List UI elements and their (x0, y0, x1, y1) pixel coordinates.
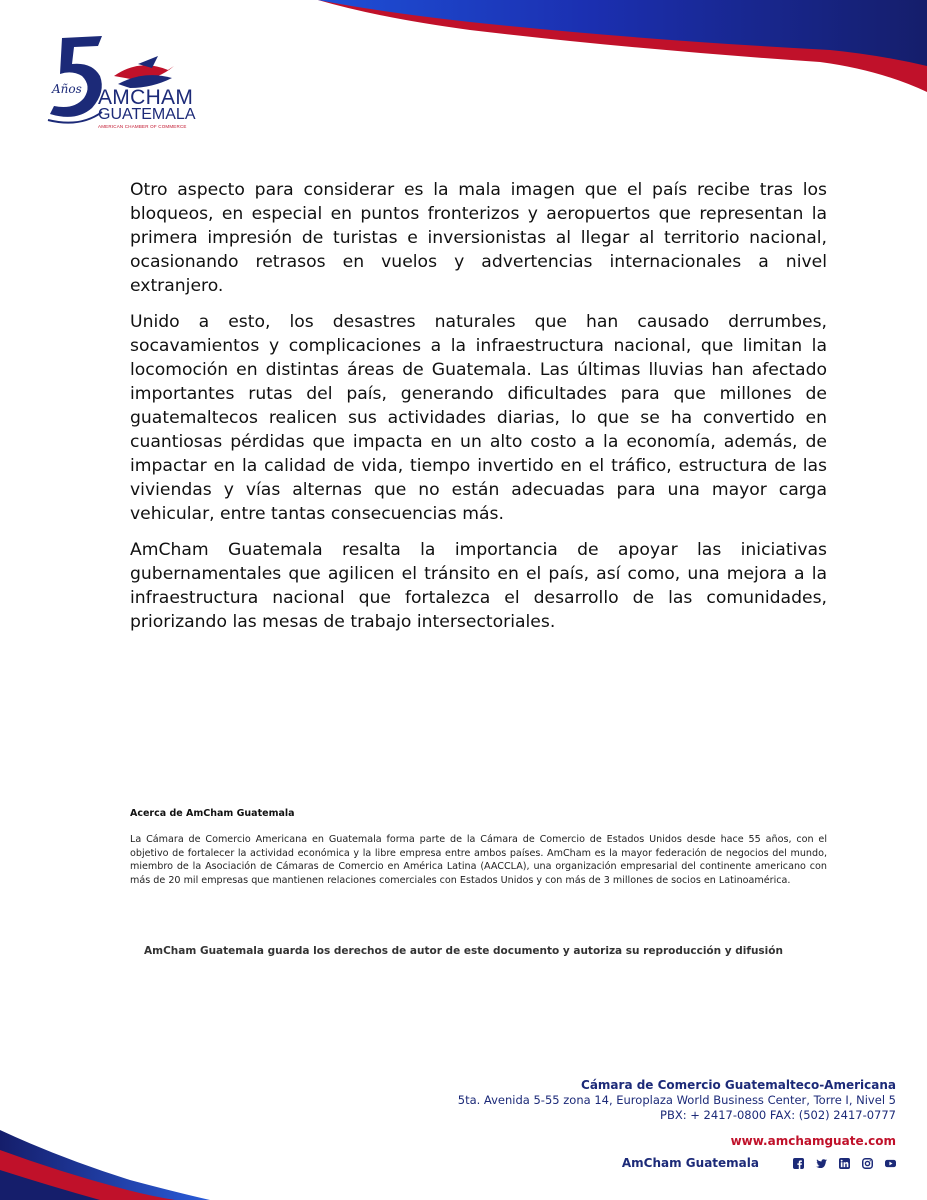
amcham-55-anos-logo (40, 28, 205, 138)
about-title: Acerca de AmCham Guatemala (130, 808, 295, 819)
footer-wave-decoration (0, 1110, 210, 1200)
footer-phones: PBX: + 2417-0800 FAX: (502) 2417-0777 (660, 1108, 896, 1122)
facebook-icon[interactable] (793, 1158, 804, 1169)
logo-subtitle-text: AMERICAN CHAMBER OF COMMERCE (98, 124, 187, 129)
footer-contact (458, 1078, 896, 1123)
paragraph: Otro aspecto para considerar es la mala imagen que el país recibe tras los bloqueos, en especial en puntos fronterizos y aeropuertos que representan la primera impresión de turistas e inversionistas al llegar al territorio nacional, ocasionando retrasos en vuelos y advertencias internacionales a nivel extranjero. (130, 180, 827, 296)
logo-anos-text: Años (52, 82, 82, 96)
instagram-icon[interactable] (862, 1158, 873, 1169)
twitter-icon[interactable] (816, 1158, 827, 1169)
youtube-icon[interactable] (885, 1158, 896, 1169)
linkedin-icon[interactable] (839, 1158, 850, 1169)
paragraph: Unido a esto, los desastres naturales que han causado derrumbes, socavamientos y complicaciones a la infraestructura nacional, que limitan la locomoción en distintas áreas de Guatemala. Las últimas lluvias han afectado importantes rutas del país, generando dificultades para que millones de guatemaltecos realicen sus actividades diarias, lo que se ha convertido en cuantiosas pérdidas que impacta en un alto costo a la economía, además, de impactar en la calidad de vida, tiempo invertido en el tráfico, estructura de las viviendas y vías alternas que no están adecuadas para una mayor carga vehicular, entre tantas consecuencias más. (130, 312, 827, 524)
document-body (130, 178, 827, 646)
footer-org-name: Cámara de Comercio Guatemalteco-Americana (581, 1078, 896, 1092)
footer-website-link[interactable]: www.amchamguate.com (730, 1134, 896, 1148)
footer-brand: AmCham Guatemala (621, 1156, 759, 1170)
logo-guatemala-text: GUATEMALA (98, 106, 196, 123)
footer-address: 5ta. Avenida 5-55 zona 14, Europlaza World Business Center, Torre I, Nivel 5 (457, 1093, 896, 1107)
footer-social-bar (622, 1156, 896, 1170)
logo-amcham-text: AMCHAM (98, 86, 194, 109)
about-text: La Cámara de Comercio Americana en Guatemala forma parte de la Cámara de Comercio de Estados Unidos desde hace 55 años, con el objetivo de fortalecer la actividad económica y la libre empresa entre ambos países. AmCham es la mayor federación de negocios del mundo, miembro de la Asociación de Cámaras de Comercio en América Latina (AACCLA), una organización empresarial del continente americano con más de 20 mil empresas que mantienen relaciones comerciales con Estados Unidos y con más de 3 millones de socios en Latinoamérica. (130, 834, 827, 886)
paragraph: AmCham Guatemala resalta la importancia de apoyar las iniciativas gubernamentales que agilicen el tránsito en el país, así como, una mejora a la infraestructura nacional que fortalezca el desarrollo de las comunidades, priorizando las mesas de trabajo intersectoriales. (130, 540, 827, 632)
about-section (130, 808, 827, 887)
copyright-notice: AmCham Guatemala guarda los derechos de autor de este documento y autoriza su reproducción y difusión (144, 945, 783, 957)
